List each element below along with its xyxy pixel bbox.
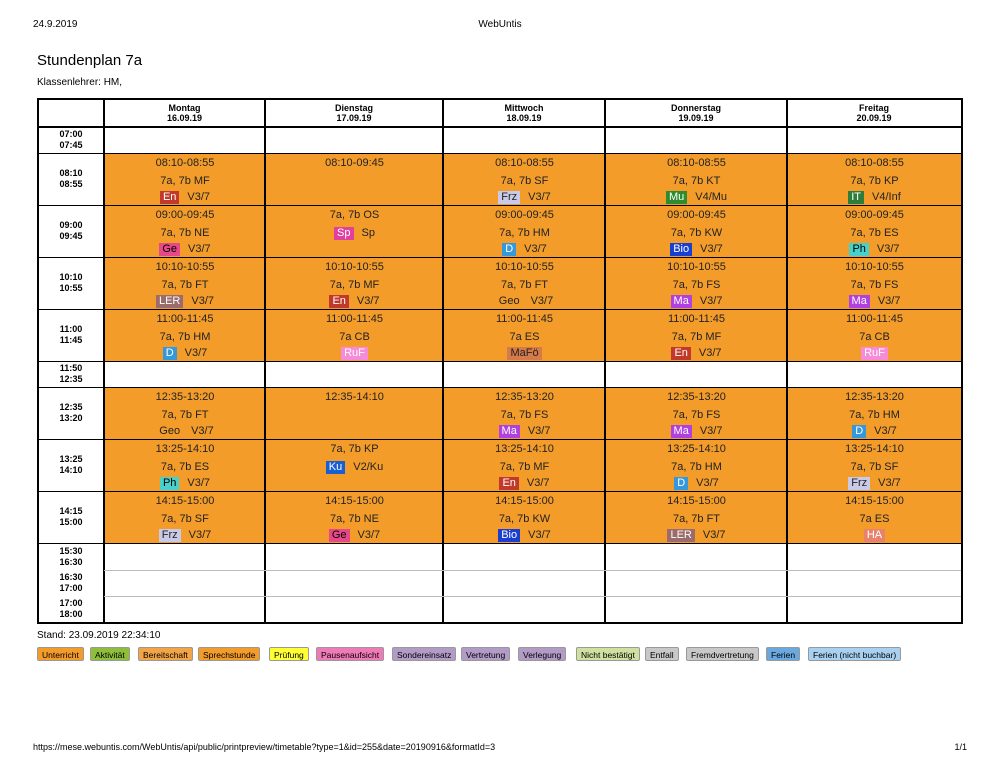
- lesson-room: V3/7: [526, 477, 550, 489]
- grid-hline: [39, 126, 961, 128]
- lesson-time: 10:10-10:55: [667, 261, 726, 273]
- lesson-subject-room: [266, 227, 443, 240]
- period-start: 07:00: [59, 128, 83, 139]
- period-end: 07:45: [59, 139, 83, 150]
- lesson-class-teacher: 7a CB: [859, 331, 890, 343]
- lesson-room: V3/7: [187, 191, 211, 203]
- lesson-subject-room: [788, 425, 961, 438]
- class-teacher: Klassenlehrer: HM,: [37, 77, 123, 88]
- lesson-class-teacher: 7a, 7b FT: [672, 513, 721, 525]
- subject-badge: Ge: [159, 243, 180, 256]
- lesson-subject-room: [105, 295, 265, 308]
- footer-page: 1/1: [954, 742, 967, 752]
- day-header-donnerstag: [605, 103, 787, 123]
- lesson-class-teacher: 7a, 7b FS: [672, 409, 721, 421]
- lesson-room: V3/7: [698, 347, 722, 359]
- lesson-class-teacher: 7a, 7b KP: [330, 443, 379, 455]
- lesson-time: 08:10-08:55: [495, 157, 554, 169]
- period-time-0900: [39, 205, 103, 257]
- lesson-class-teacher: 7a, 7b FT: [161, 279, 209, 291]
- subject-badge: Frz: [498, 191, 520, 204]
- legend-ferien-nicht-buchbar-[interactable]: Ferien (nicht buchbar): [808, 647, 901, 661]
- day-date: 19.09.19: [678, 113, 714, 123]
- period-time-1100: [39, 309, 103, 361]
- lesson-subject-room: [444, 243, 605, 256]
- lesson-ruf[interactable]: [266, 310, 443, 361]
- day-header-dienstag: [265, 103, 443, 123]
- lesson-time: 09:00-09:45: [155, 209, 215, 221]
- lesson-time: 13:25-14:10: [845, 443, 904, 455]
- lesson-ge[interactable]: [266, 492, 443, 543]
- lesson-frz[interactable]: [105, 492, 265, 543]
- lesson-class-teacher: 7a, 7b ES: [160, 461, 210, 473]
- lesson-subject-room: [788, 295, 961, 308]
- lesson-time: 12:35-13:20: [845, 391, 904, 403]
- period-end: 08:55: [59, 179, 83, 189]
- lesson-subject-room: [606, 295, 787, 308]
- legend-nicht-bestätigt[interactable]: Nicht bestätigt: [576, 647, 640, 661]
- lesson-class-teacher: 7a, 7b KW: [498, 513, 551, 525]
- stand-timestamp: Stand: 23.09.2019 22:34:10: [37, 630, 161, 641]
- lesson-ma[interactable]: [606, 258, 787, 309]
- subject-badge: LER: [667, 529, 694, 542]
- subject-badge: Geo: [156, 425, 183, 438]
- lesson-bio[interactable]: [606, 206, 787, 257]
- subject-badge: Bio: [670, 243, 692, 256]
- lesson-subject-room: [444, 477, 605, 490]
- lesson-subject-room: [788, 191, 961, 204]
- lesson-frz[interactable]: [444, 154, 605, 205]
- grid-hline: [39, 439, 961, 440]
- day-name: Mittwoch: [504, 103, 544, 113]
- subject-badge: En: [329, 295, 348, 308]
- lesson-ma[interactable]: [788, 258, 961, 309]
- lesson-subject-room: [606, 425, 787, 438]
- lesson-class-teacher: 7a CB: [339, 331, 370, 343]
- lesson-time: 12:35-13:20: [667, 391, 726, 403]
- legend-entfall[interactable]: Entfall: [645, 647, 679, 661]
- legend-sondereinsatz[interactable]: Sondereinsatz: [392, 647, 456, 661]
- period-time-0700: [39, 126, 103, 153]
- grid-hline: [39, 491, 961, 492]
- subject-badge: Ma: [671, 425, 692, 438]
- lesson-time: 11:00-11:45: [667, 313, 726, 325]
- lesson-room: V3/7: [528, 529, 551, 541]
- lesson-subject-room: [266, 529, 443, 542]
- lesson-time: 08:10-08:55: [667, 157, 726, 169]
- lesson-subject-room: [788, 477, 961, 490]
- lesson-room: V3/7: [187, 477, 211, 489]
- day-date: 18.09.19: [506, 113, 542, 123]
- lesson-mu[interactable]: [606, 154, 787, 205]
- day-date: 20.09.19: [856, 113, 892, 123]
- lesson-time: 12:35-13:20: [495, 391, 554, 403]
- lesson-class-teacher: 7a, 7b FS: [500, 409, 549, 421]
- lesson-subject-room: [788, 243, 961, 256]
- subject-badge: Geo: [496, 295, 523, 308]
- lesson-room: V3/7: [188, 243, 211, 255]
- lesson-class-teacher: 7a, 7b SF: [161, 513, 209, 525]
- grid-hline: [39, 205, 961, 206]
- lesson-d[interactable]: [606, 440, 787, 491]
- lesson-time: 10:10-10:55: [155, 261, 215, 273]
- lesson-class-teacher: 7a ES: [509, 331, 540, 343]
- lesson-time: 13:25-14:10: [495, 443, 554, 455]
- legend-sprechstunde[interactable]: Sprechstunde: [198, 647, 260, 661]
- grid-hline: [39, 361, 961, 362]
- lesson-room: V3/7: [878, 477, 901, 489]
- legend-unterricht[interactable]: Unterricht: [37, 647, 84, 661]
- lesson-class-teacher: 7a, 7b FT: [161, 409, 209, 421]
- subject-badge: RuF: [861, 347, 888, 360]
- lesson-subject-room: [266, 347, 443, 360]
- lesson-ha[interactable]: [788, 492, 961, 543]
- lesson-room: V3/7: [699, 295, 723, 307]
- day-header-mittwoch: [443, 103, 605, 123]
- period-time-0810: [39, 153, 103, 205]
- lesson-subject-room: [105, 477, 265, 490]
- lesson-class-teacher: 7a, 7b KW: [670, 227, 723, 239]
- lesson-subject-room: [788, 347, 961, 360]
- lesson-time: 13:25-14:10: [667, 443, 726, 455]
- lesson-class-teacher: 7a, 7b SF: [500, 175, 549, 187]
- period-time-1235: [39, 387, 103, 439]
- day-name: Montag: [168, 103, 201, 113]
- lesson-time: 09:00-09:45: [845, 209, 904, 221]
- print-app-title: WebUntis: [478, 19, 522, 30]
- timetable-grid: [37, 98, 963, 624]
- period-start: 13:25: [59, 454, 83, 464]
- subject-badge: En: [160, 191, 179, 204]
- lesson-room: V4/Mu: [695, 191, 728, 203]
- print-date: 24.9.2019: [33, 19, 78, 30]
- lesson-subject-room: [606, 191, 787, 204]
- period-end: 16:30: [59, 556, 83, 567]
- subject-badge: IT: [848, 191, 864, 204]
- lesson-room: V3/7: [356, 295, 380, 307]
- lesson-class-teacher: 7a, 7b NE: [160, 227, 210, 239]
- period-start: 11:50: [59, 363, 83, 373]
- lesson-time: 11:00-11:45: [845, 313, 904, 325]
- lesson-class-teacher: 7a, 7b FS: [672, 279, 721, 291]
- lesson-d[interactable]: [105, 310, 265, 361]
- lesson-time: 08:10-08:55: [155, 157, 215, 169]
- lesson-time: 09:00-09:45: [495, 209, 554, 221]
- lesson-room: V3/7: [700, 243, 723, 255]
- lesson-d[interactable]: [788, 388, 961, 439]
- page-title: Stundenplan 7a: [37, 52, 143, 69]
- subject-badge: Sp: [334, 227, 353, 240]
- day-name: Donnerstag: [670, 103, 721, 113]
- subject-badge: LER: [156, 295, 183, 308]
- period-start: 17:00: [59, 598, 83, 608]
- grid-hline: [104, 570, 961, 571]
- lesson-ma[interactable]: [444, 388, 605, 439]
- subject-badge: Ku: [326, 461, 345, 474]
- grid-hline: [39, 387, 961, 388]
- period-start: 12:35: [59, 402, 83, 412]
- period-time-1010: [39, 257, 103, 309]
- period-time-1415: [39, 491, 103, 543]
- lesson-room: V3/7: [188, 529, 212, 541]
- lesson-frz[interactable]: [788, 440, 961, 491]
- period-end: 13:20: [59, 413, 83, 423]
- period-end: 09:45: [59, 231, 83, 241]
- lesson-time: 10:10-10:55: [845, 261, 904, 273]
- subject-badge: Ph: [849, 243, 868, 256]
- lesson-subject-room: [266, 295, 443, 308]
- lesson-room: V3/7: [524, 243, 547, 255]
- lesson-subject-room: [606, 477, 787, 490]
- lesson-ge[interactable]: [105, 206, 265, 257]
- subject-badge: D: [502, 243, 516, 256]
- period-start: 14:15: [59, 506, 83, 516]
- lesson-room: Sp: [361, 227, 375, 239]
- subject-badge: Ge: [329, 529, 350, 542]
- lesson-en[interactable]: [105, 154, 265, 205]
- subject-badge: D: [674, 477, 688, 490]
- subject-badge: En: [499, 477, 518, 490]
- lesson-time: 14:15-15:00: [155, 495, 215, 507]
- lesson-class-teacher: 7a, 7b HM: [159, 331, 211, 343]
- lesson-class-teacher: 7a, 7b MF: [671, 331, 722, 343]
- subject-badge: Bio: [498, 529, 520, 542]
- lesson-time: 12:35-13:20: [155, 391, 215, 403]
- lesson-subject-room: [105, 347, 265, 360]
- legend-verlegung[interactable]: Verlegung: [518, 647, 566, 661]
- lesson-room: V3/7: [528, 191, 551, 203]
- lesson-subject-room: [105, 529, 265, 542]
- lesson-class-teacher: 7a, 7b NE: [330, 513, 379, 525]
- lesson-subject-room: [606, 243, 787, 256]
- subject-badge: HA: [864, 529, 885, 542]
- lesson-en[interactable]: [266, 258, 443, 309]
- lesson-ph[interactable]: [105, 440, 265, 491]
- period-time-1325: [39, 439, 103, 491]
- lesson-subject-room: [444, 347, 605, 360]
- period-time-1700: [39, 596, 103, 622]
- period-end: 11:45: [59, 335, 83, 345]
- subject-badge: Ph: [160, 477, 179, 490]
- lesson-subject-room: [105, 425, 265, 438]
- lesson-time: 14:15-15:00: [667, 495, 726, 507]
- lesson-subject-room: [105, 191, 265, 204]
- lesson-geo[interactable]: [444, 258, 605, 309]
- subject-badge: Mu: [666, 191, 687, 204]
- lesson-ma[interactable]: [606, 388, 787, 439]
- lesson-room: V3/7: [191, 425, 214, 437]
- lesson-time: 09:00-09:45: [667, 209, 726, 221]
- period-start: 11:00: [59, 324, 83, 334]
- lesson-subject-room: [788, 529, 961, 542]
- legend-prüfung[interactable]: Prüfung: [269, 647, 309, 661]
- lesson-ler[interactable]: [606, 492, 787, 543]
- lesson-class-teacher: 7a, 7b ES: [850, 227, 899, 239]
- lesson-class-teacher: 7a, 7b FS: [850, 279, 899, 291]
- legend-vertretung[interactable]: Vertretung: [461, 647, 510, 661]
- lesson-en[interactable]: [606, 310, 787, 361]
- legend-ferien[interactable]: Ferien: [766, 647, 800, 661]
- footer-url: https://mese.webuntis.com/WebUntis/api/public/printpreview/timetable?type=1&id=255&date=20190916&formatId=3: [33, 742, 496, 752]
- subject-badge: En: [671, 347, 690, 360]
- period-end: 12:35: [59, 374, 83, 384]
- lesson-class-teacher: 7a, 7b HM: [671, 461, 722, 473]
- lesson-time: 14:15-15:00: [495, 495, 554, 507]
- subject-badge: Frz: [159, 529, 181, 542]
- lesson-subject-room: [444, 425, 605, 438]
- legend-bereitschaft[interactable]: Bereitschaft: [138, 647, 193, 661]
- lesson-time: 14:15-15:00: [325, 495, 384, 507]
- day-header-freitag: [787, 103, 961, 123]
- lesson-class-teacher: 7a, 7b MF: [160, 175, 210, 187]
- lesson-room: V3/7: [696, 477, 719, 489]
- period-end: 17:00: [59, 583, 83, 593]
- grid-hline: [39, 257, 961, 258]
- subject-badge: Ma: [671, 295, 692, 308]
- lesson-time: 13:25-14:10: [155, 443, 215, 455]
- lesson-ruf[interactable]: [788, 310, 961, 361]
- lesson-room: V3/7: [184, 347, 208, 359]
- lesson-time: 10:10-10:55: [495, 261, 554, 273]
- subject-badge: Frz: [848, 477, 870, 490]
- lesson-room: V3/7: [874, 425, 897, 437]
- period-time-1630: [39, 570, 103, 596]
- lesson-room: V3/7: [527, 425, 551, 437]
- grid-hline: [39, 543, 961, 544]
- lesson-room: V3/7: [702, 529, 726, 541]
- lesson-subject-room: [606, 529, 787, 542]
- period-end: 14:10: [59, 465, 83, 475]
- lesson-time: 11:00-11:45: [325, 313, 384, 325]
- period-end: 10:55: [59, 283, 83, 293]
- lesson-room: V3/7: [876, 243, 900, 255]
- lesson-room: V3/7: [530, 295, 554, 307]
- subject-badge: Ma: [499, 425, 520, 438]
- lesson-ler[interactable]: [105, 258, 265, 309]
- day-name: Dienstag: [334, 103, 373, 113]
- lesson-subject-room: [444, 295, 605, 308]
- lesson-class-teacher: 7a, 7b OS: [329, 209, 380, 221]
- lesson-class-teacher: 7a, 7b KT: [672, 175, 721, 187]
- day-date: 16.09.19: [166, 113, 203, 123]
- period-start: 16:30: [59, 572, 83, 582]
- lesson-class-teacher: 7a, 7b HM: [849, 409, 900, 421]
- lesson-class-teacher: 7a, 7b HM: [499, 227, 550, 239]
- lesson-class-teacher: 7a, 7b MF: [499, 461, 550, 473]
- lesson-subject-room: [606, 347, 787, 360]
- subject-badge: D: [163, 347, 177, 360]
- lesson-room: V3/7: [191, 295, 215, 307]
- lesson-time: 11:00-11:45: [156, 313, 214, 325]
- lesson-time: 08:10-08:55: [845, 157, 904, 169]
- period-start: 15:30: [59, 545, 83, 556]
- lesson-time: 14:15-15:00: [845, 495, 904, 507]
- period-time-1150: [39, 361, 103, 387]
- lesson-time: 11:00-11:45: [495, 313, 554, 325]
- lesson-ph[interactable]: [788, 206, 961, 257]
- lesson-subject-room: [444, 191, 605, 204]
- period-start: 08:10: [59, 168, 83, 178]
- lesson-room: V3/7: [877, 295, 901, 307]
- lesson-mafö[interactable]: [444, 310, 605, 361]
- lesson-class-teacher: 7a ES: [859, 513, 890, 525]
- lesson-subject-room: [105, 243, 265, 256]
- lesson-room: V4/Inf: [872, 191, 901, 203]
- lesson-room: V2/Ku: [353, 461, 384, 473]
- legend-fremdvertretung[interactable]: Fremdvertretung: [686, 647, 759, 661]
- lesson-time: 10:10-10:55: [325, 261, 384, 273]
- lesson-class-teacher: 7a, 7b MF: [329, 279, 380, 291]
- period-end: 18:00: [59, 609, 83, 619]
- grid-hline: [39, 153, 961, 154]
- grid-hline: [104, 596, 961, 597]
- period-time-1530: [39, 543, 103, 570]
- legend-pausenaufsicht[interactable]: Pausenaufsicht: [316, 647, 384, 661]
- lesson-subject-room: [266, 461, 443, 474]
- lesson-class-teacher: 7a, 7b SF: [850, 461, 899, 473]
- period-start: 09:00: [59, 220, 83, 230]
- lesson-en[interactable]: [444, 440, 605, 491]
- period-end: 15:00: [59, 517, 83, 527]
- period-start: 10:10: [59, 272, 83, 282]
- subject-badge: MaFö: [507, 347, 541, 360]
- grid-hline: [39, 309, 961, 310]
- lesson-class-teacher: 7a, 7b FT: [500, 279, 549, 291]
- lesson-subject-room: [444, 529, 605, 542]
- lesson-it[interactable]: [788, 154, 961, 205]
- lesson-room: V3/7: [699, 425, 723, 437]
- day-name: Freitag: [858, 103, 889, 113]
- lesson-geo[interactable]: [105, 388, 265, 439]
- day-header-montag: [104, 103, 265, 123]
- subject-badge: Ma: [849, 295, 870, 308]
- day-date: 17.09.19: [336, 113, 372, 123]
- subject-badge: RuF: [341, 347, 368, 360]
- lesson-class-teacher: 7a, 7b KP: [850, 175, 899, 187]
- subject-badge: D: [852, 425, 866, 438]
- lesson-time: 12:35-14:10: [325, 391, 384, 403]
- lesson-room: V3/7: [357, 529, 381, 541]
- lesson-bio[interactable]: [444, 492, 605, 543]
- lesson-d[interactable]: [444, 206, 605, 257]
- legend-aktivität[interactable]: Aktivität: [90, 647, 130, 661]
- lesson-time: 08:10-09:45: [325, 157, 384, 169]
